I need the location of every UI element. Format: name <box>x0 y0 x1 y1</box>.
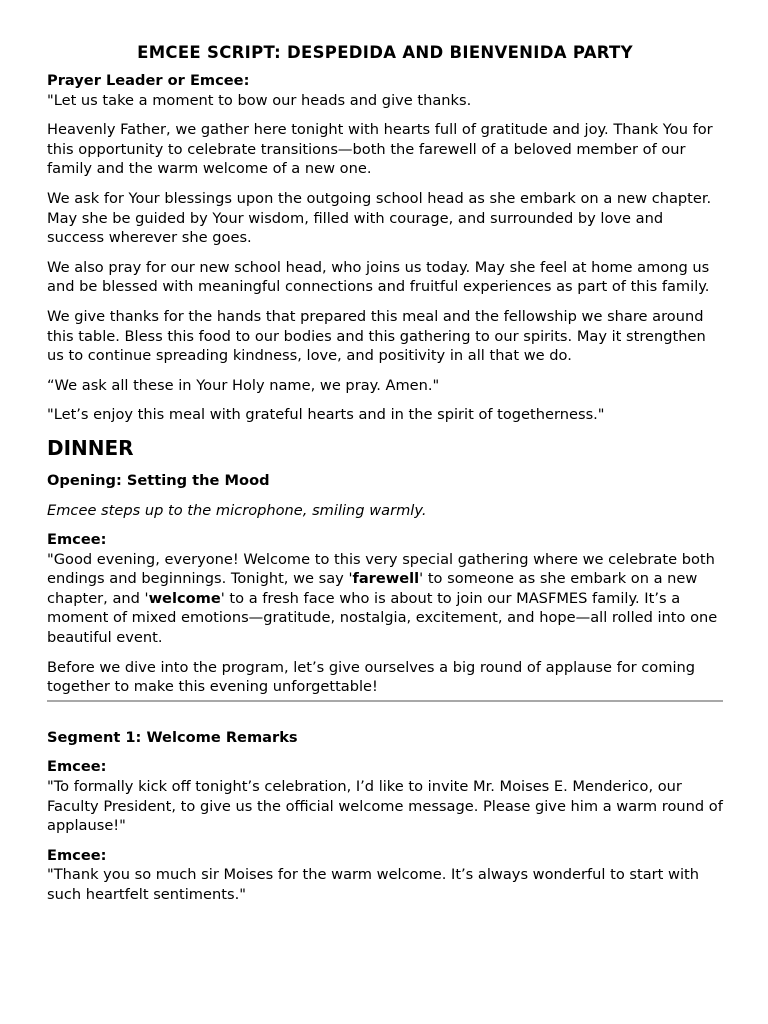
emcee-opening-speech <box>47 550 723 648</box>
segment-1-emcee-label-2: Emcee: <box>47 846 107 864</box>
segment-1-title: Segment 1: Welcome Remarks <box>47 728 298 746</box>
prayer-leader-label: Prayer Leader or Emcee: <box>47 72 250 89</box>
dinner-heading: DINNER <box>47 435 134 460</box>
applause-paragraph: Before we dive into the program, let’s give ourselves a big round of applause for coming together to make this evening unforgettable! <box>47 658 696 696</box>
segment-1-speech-2: "Thank you so much sir Moises for the warm welcome. It’s always wonderful to start with such heartfelt sentiments." <box>47 866 700 903</box>
prayer-intro: "Let us take a moment to bow our heads and give thanks. <box>47 91 472 109</box>
speech-text-2: ' to someone as she embark on a new chapter, and ' <box>47 570 698 607</box>
segment-1-speech-1: "To formally kick off tonight’s celebration, I’d like to invite Mr. Moises E. Menderico, our Faculty President, to give us the official welcome message. Please give him a warm round of applause!" <box>47 778 723 835</box>
prayer-paragraph-2: We ask for Your blessings upon the outgoing school head as she embark on a new chapter. May she be guided by Your wisdom, filled with courage, and surrounded by love and success wherever she goes. <box>47 189 712 247</box>
opening-title: Opening: Setting the Mood <box>47 471 270 489</box>
prayer-paragraph-1: Heavenly Father, we gather here tonight with hearts full of gratitude and joy. Thank You for this opportunity to celebrate transitions—both the farewell of a beloved member of our family and the warm welcome of a new one. <box>47 121 713 178</box>
emcee-label: Emcee: <box>47 531 107 549</box>
speech-bold-farewell: farewell <box>352 570 420 588</box>
speech-text-3: ' to a fresh face who is about to join our MASFMES family. It’s a moment of mixed emotions—gratitude, nostalgia, excitement, and hope—all rolled into one beautiful event. <box>47 589 718 647</box>
prayer-paragraph-3: We also pray for our new school head, who joins us today. May she feel at home among us and be blessed with meaningful connections and fruitful experiences as part of this family. <box>47 258 710 296</box>
prayer-closing: "Let’s enjoy this meal with grateful hearts and in the spirit of togetherness." <box>47 406 605 424</box>
stage-direction: Emcee steps up to the microphone, smiling warmly. <box>47 501 427 519</box>
speech-bold-welcome: welcome <box>148 589 221 607</box>
document-title: EMCEE SCRIPT: DESPEDIDA AND BIENVENIDA PARTY <box>137 43 633 62</box>
document-body <box>47 43 723 905</box>
speech-text-1: "Good evening, everyone! Welcome to this very special gathering where we celebrate both endings and beginnings. Tonight, we say ' <box>47 550 715 588</box>
prayer-paragraph-4: We give thanks for the hands that prepared this meal and the fellowship we share around this table. Bless this food to our bodies and this gathering to our spirits. May it strengthen us to continue spreading kindness, love, and positivity in all that we do. <box>47 307 706 365</box>
section-divider <box>47 700 723 702</box>
segment-1-emcee-label-1: Emcee: <box>47 758 107 776</box>
prayer-amen: “We ask all these in Your Holy name, we pray. Amen." <box>47 376 440 394</box>
